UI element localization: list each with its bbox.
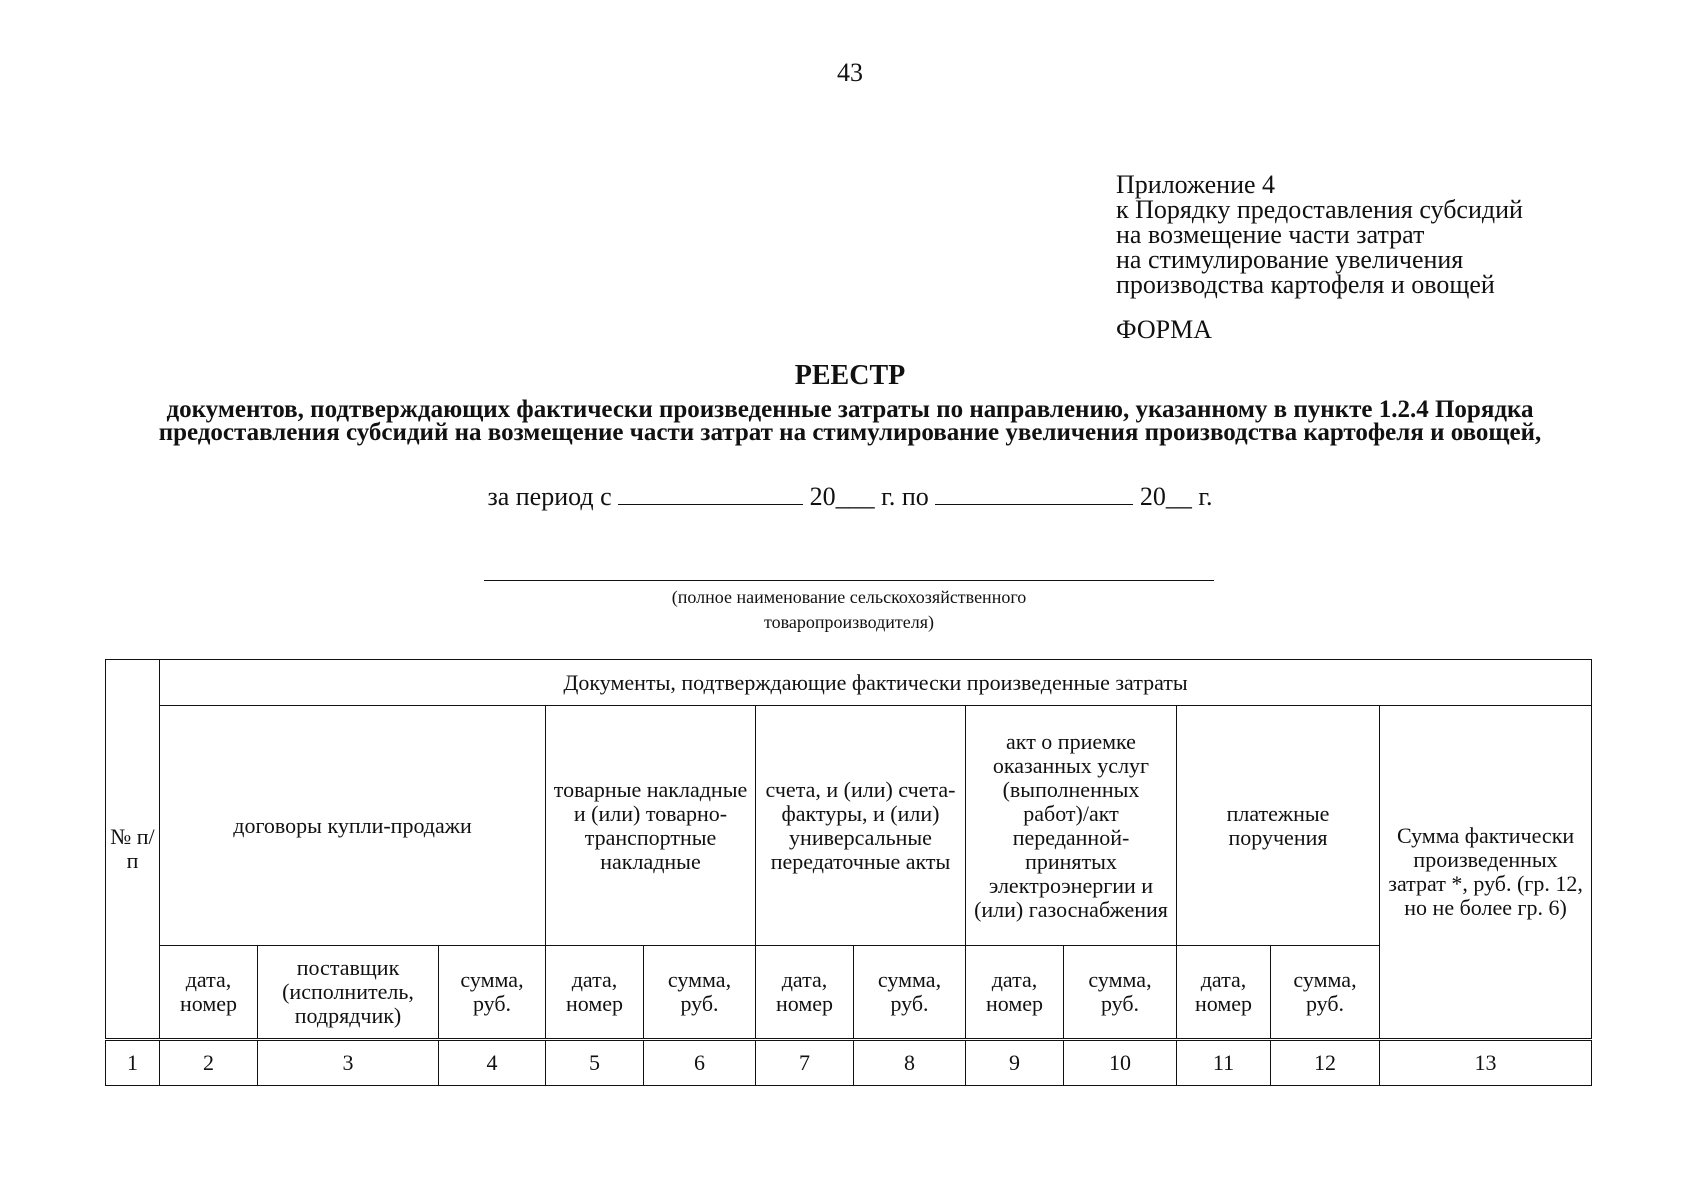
documents-group-header: Документы, подтверждающие фактически произведенные затраты [160,660,1592,706]
column-numbers-row [106,1040,1592,1086]
column-number-cell: 13 [1380,1040,1592,1086]
period-start-blank[interactable] [618,480,803,505]
page-number: 43 [837,58,863,87]
appendix-line: на возмещение части затрат [1116,220,1425,249]
column-number-cell: 1 [106,1040,160,1086]
producer-name-line[interactable] [484,580,1214,581]
column-number-cell: 3 [258,1040,439,1086]
column-number-cell: 8 [854,1040,966,1086]
column-number-cell: 12 [1271,1040,1380,1086]
group-payment-orders-header: платежные поручения [1177,706,1380,946]
subheader-date: дата, номер [546,946,644,1040]
group-waybills-header: товарные накладные и (или) товарно-транспортные накладные [546,706,756,946]
column-number-cell: 11 [1177,1040,1271,1086]
column-number-cell: 7 [756,1040,854,1086]
appendix-block [1116,172,1523,297]
producer-caption-line: товаропроизводителя) [763,612,934,632]
period-line [0,480,1700,512]
group-contracts-header: договоры купли-продажи [160,706,546,946]
column-number-cell: 10 [1064,1040,1177,1086]
subheader-date: дата, номер [756,946,854,1040]
column-number-cell: 5 [546,1040,644,1086]
document-subtitle: документов, подтверждающих фактически произведенные затраты по направлению, указанному в пункте 1.2.4 Порядка предоставления субсидий на возмещение части затрат на стимулирование увеличения производства картофеля и овощей, [158,396,1542,446]
appendix-line: к Порядку предоставления субсидий [1116,195,1523,224]
producer-caption-line: (полное наименование сельскохозяйственного [671,587,1027,607]
producer-caption [484,585,1214,635]
subheader-date: дата, номер [966,946,1064,1040]
col-number-header: № п/п [106,660,160,1040]
group-acts-header: акт о приемке оказанных услуг (выполненных работ)/акт переданной-принятых электроэнергии и (или) газоснабжения [966,706,1177,946]
appendix-line: на стимулирование увеличения [1116,245,1464,274]
total-sum-header: Сумма фактически произведенных затрат *, руб. (гр. 12, но не более гр. 6) [1380,706,1592,1040]
subheader-sum: сумма, руб. [1271,946,1380,1040]
table-header-row [106,706,1592,946]
form-label: ФОРМА [1116,315,1212,344]
period-year-end: 20__ г. [1139,482,1213,511]
column-number-cell: 2 [160,1040,258,1086]
column-number-cell: 6 [644,1040,756,1086]
subheader-sum: сумма, руб. [854,946,966,1040]
period-prefix: за период с [487,482,612,511]
period-year-start: 20___ г. по [809,482,929,511]
subheader-sum: сумма, руб. [439,946,546,1040]
appendix-line: Приложение 4 [1116,170,1276,199]
table-subheader-row [106,946,1592,1040]
subheader-date: дата, номер [1177,946,1271,1040]
subheader-sum: сумма, руб. [1064,946,1177,1040]
subheader-sum: сумма, руб. [644,946,756,1040]
subheader-supplier: поставщик (исполнитель, подрядчик) [258,946,439,1040]
column-number-cell: 9 [966,1040,1064,1086]
appendix-line: производства картофеля и овощей [1116,270,1495,299]
document-title: РЕЕСТР [794,360,906,391]
registry-table [105,659,1592,1086]
column-number-cell: 4 [439,1040,546,1086]
table-header-row [106,660,1592,706]
group-invoices-header: счета, и (или) счета-фактуры, и (или) универсальные передаточные акты [756,706,966,946]
period-end-blank[interactable] [935,480,1133,505]
subheader-date: дата, номер [160,946,258,1040]
